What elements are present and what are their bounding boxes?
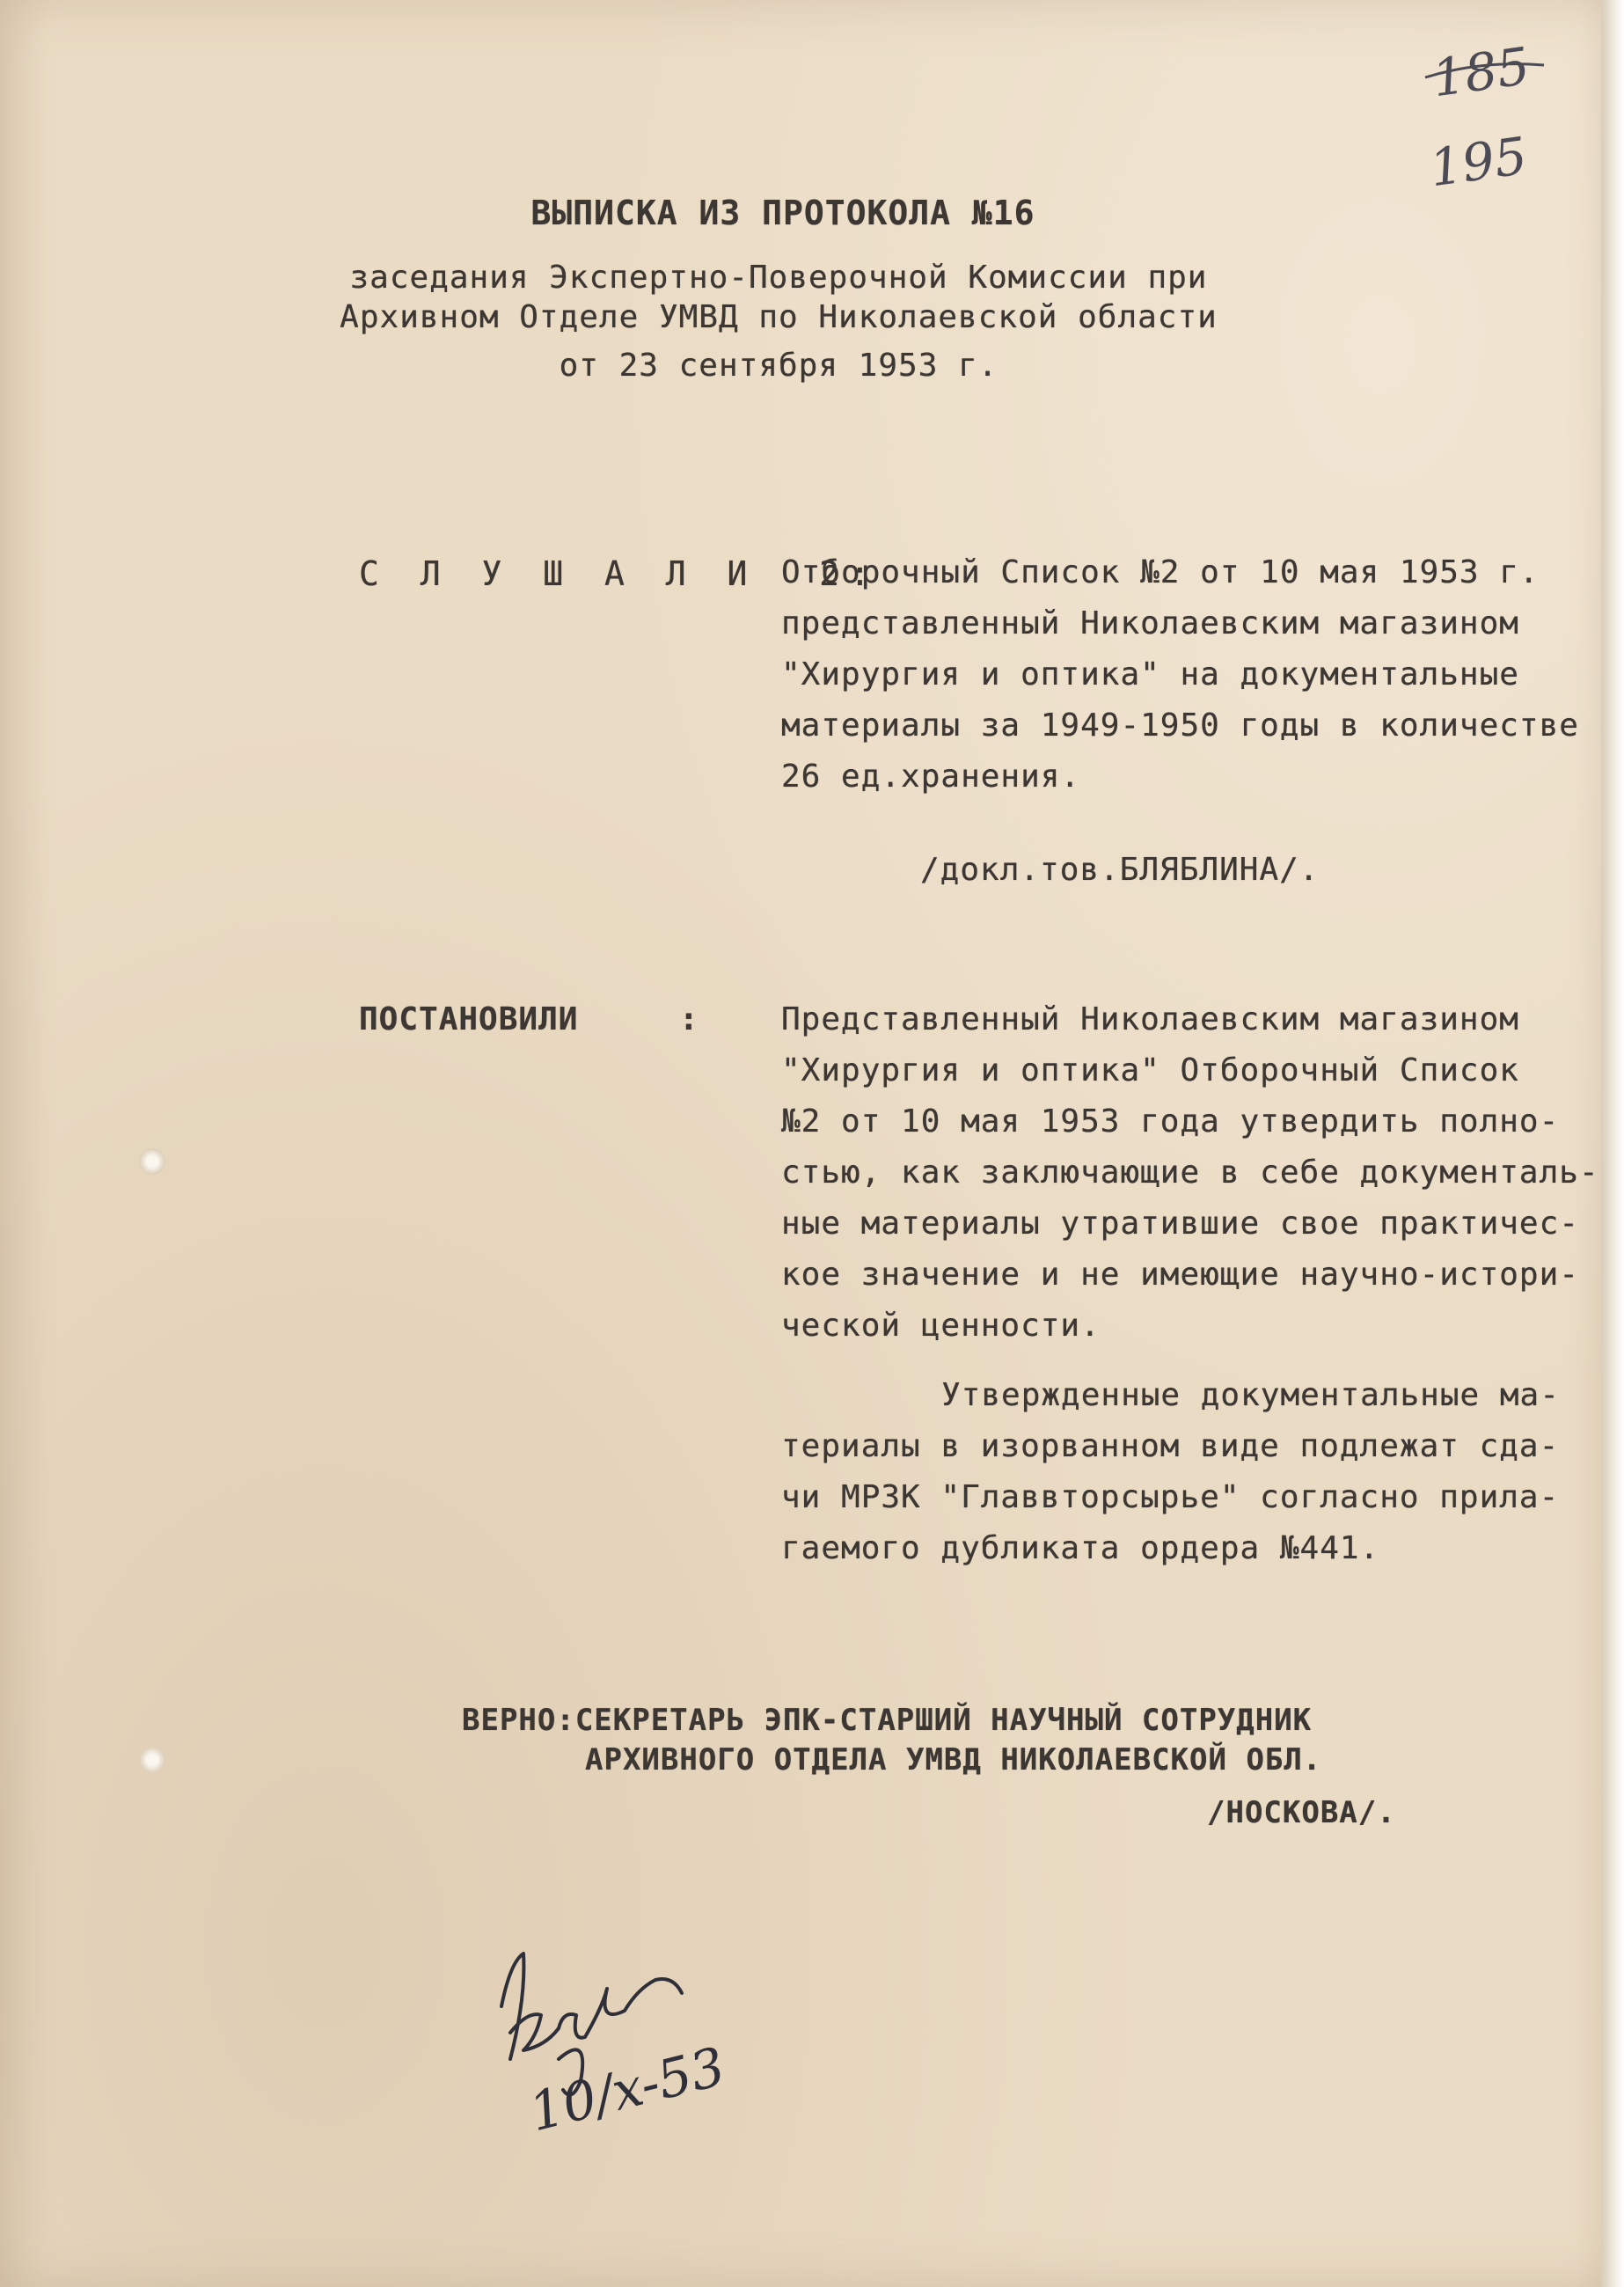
heard-line-1: Отборочный Список №2 от 10 мая 1953 г. [781,554,1540,590]
resolved-colon: : [679,1001,699,1037]
resolved-p1-line-2: "Хирургия и оптика" Отборочный Список [781,1052,1519,1089]
resolved-p1-line-1: Представленный Николаевским магазином [781,1001,1519,1037]
heard-reporter: /докл.тов.БЛЯБЛИНА/. [920,852,1320,888]
resolved-label: ПОСТАНОВИЛИ [359,1001,579,1037]
punch-hole-upper [139,1148,165,1175]
subtitle-line-3: от 23 сентября 1953 г. [559,348,999,384]
resolved-p2-line-3: чи МРЗК "Главвторсырье" согласно прила- [781,1479,1560,1515]
heard-line-4: материалы за 1949-1950 годы в количестве [781,707,1579,744]
certification-line-2: АРХИВНОГО ОТДЕЛА УМВД НИКОЛАЕВСКОЙ ОБЛ. [585,1742,1322,1778]
heard-line-2: представленный Николаевским магазином [781,605,1519,641]
handwritten-date-note: 10/x-53 [523,2035,732,2144]
certification-line-1: ВЕРНО:СЕКРЕТАРЬ ЭПК-СТАРШИЙ НАУЧНЫЙ СОТРУДНИК [462,1703,1313,1738]
resolved-p1-line-5: ные материалы утратившие свое практичес- [781,1206,1579,1242]
heard-label: С Л У Ш А Л И 2: [359,554,881,593]
archive-number-old: 185 [1428,35,1533,109]
resolved-p1-line-7: ческой ценности. [781,1308,1101,1344]
resolved-p1-line-6: кое значение и не имеющие научно-истори- [781,1257,1579,1293]
resolved-p1-line-4: стью, как заключающие в себе документаль- [781,1154,1599,1191]
resolved-p2-line-1: Утвержденные документальные ма- [941,1377,1560,1413]
resolved-p2-line-4: гаемого дубликата ордера №441. [781,1530,1380,1566]
certification-name: /НОСКОВА/. [1207,1795,1396,1830]
strike-through-mark [1421,53,1553,88]
punch-hole-lower [139,1747,165,1773]
heard-line-3: "Хирургия и оптика" на документальные [781,656,1519,693]
heard-line-5: 26 ед.хранения. [781,759,1081,795]
subtitle-line-2: Архивном Отделе УМВД по Николаевской области [340,299,1218,335]
archive-number-new: 195 [1425,125,1531,199]
resolved-p2-line-2: териалы в изорванном виде подлежат сда- [781,1428,1560,1464]
document-title: ВЫПИСКА ИЗ ПРОТОКОЛА №16 [530,194,1035,232]
page-edge [1601,0,1624,2287]
resolved-p1-line-3: №2 от 10 мая 1953 года утвердить полно- [781,1103,1560,1140]
subtitle-line-1: заседания Экспертно-Поверочной Комиссии при [349,260,1208,296]
